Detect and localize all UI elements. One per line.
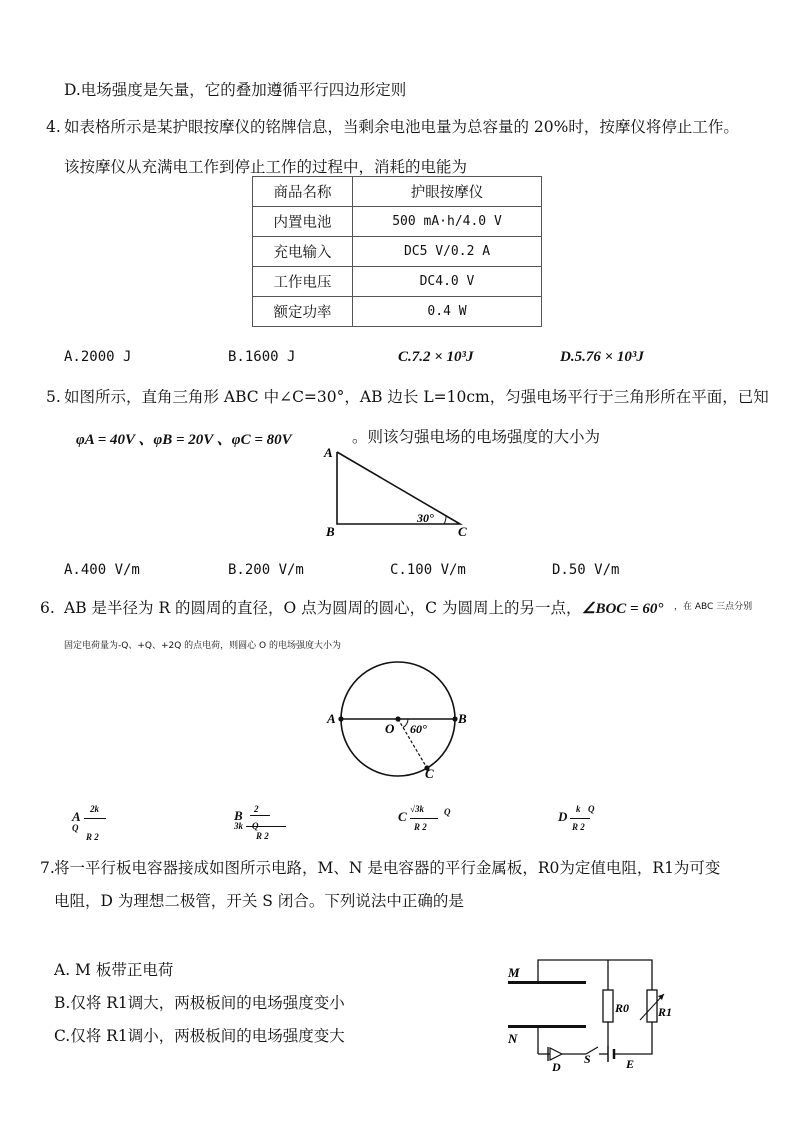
q6-stem-line1: AB 是半径为 R 的圆周的直径，O 点为圆周的圆心，C 为圆周上的另一点， bbox=[64, 599, 582, 617]
label-r1: R1 bbox=[658, 1005, 672, 1019]
option-denominator: R 2 bbox=[256, 831, 269, 841]
circuit-figure bbox=[500, 950, 672, 1072]
label-r0: R0 bbox=[615, 1001, 630, 1015]
fraction-bar bbox=[410, 818, 438, 819]
triangle-abc bbox=[337, 452, 460, 524]
triangle-figure bbox=[320, 444, 480, 544]
table-key: 充电输入 bbox=[253, 237, 353, 267]
option-letter: D bbox=[558, 809, 568, 824]
label-a: A bbox=[327, 711, 336, 726]
fraction-bar bbox=[250, 815, 270, 816]
q4-option-a: A.2000 J bbox=[64, 349, 132, 365]
q5-stem-line2: 。则该匀强电场的电场强度的大小为 bbox=[352, 428, 601, 446]
table-value: DC5 V/0.2 A bbox=[353, 237, 542, 267]
q4-option-d: D.5.76 × 10³J bbox=[560, 349, 644, 365]
q5-stem-line1: 如图所示，直角三角形 ABC 中∠C=30°，AB 边长 L=10cm，匀强电场平行于三角形所在平面，已知 bbox=[64, 388, 769, 406]
angle-label: 60° bbox=[410, 722, 427, 736]
resistor-r1 bbox=[647, 990, 657, 1022]
diode-symbol bbox=[550, 1048, 562, 1060]
q6-number: 6. bbox=[40, 599, 55, 617]
q5-option-b: B.200 V/m bbox=[228, 562, 304, 578]
label-b: B bbox=[326, 524, 335, 539]
table-row bbox=[253, 177, 542, 207]
q6-option-a bbox=[72, 804, 132, 844]
q3-option-d: D.电场强度是矢量，它的叠加遵循平行四边形定则 bbox=[64, 81, 407, 99]
table-value: 0.4 W bbox=[353, 297, 542, 327]
table-key: 工作电压 bbox=[253, 267, 353, 297]
q7-option-a: A. M 板带正电荷 bbox=[54, 961, 174, 979]
q4-stem-line1: 如表格所示是某护眼按摩仪的铭牌信息，当剩余电池电量为总容量的 20%时，按摩仪将停止工作。 bbox=[64, 118, 739, 136]
table-key: 额定功率 bbox=[253, 297, 353, 327]
label-o: O bbox=[385, 721, 395, 736]
table-value: 护眼按摩仪 bbox=[353, 177, 542, 207]
fraction-bar bbox=[570, 818, 590, 819]
label-e: E bbox=[626, 1057, 635, 1071]
option-denominator: R 2 bbox=[572, 822, 585, 832]
q4-option-c: C.7.2 × 10³J bbox=[398, 349, 474, 365]
table-row bbox=[253, 207, 542, 237]
nameplate-table bbox=[252, 176, 542, 327]
plate-n bbox=[508, 1025, 586, 1028]
table-row bbox=[253, 297, 542, 327]
table-value: DC4.0 V bbox=[353, 267, 542, 297]
table-key: 内置电池 bbox=[253, 207, 353, 237]
option-numerator: 2 bbox=[254, 804, 259, 814]
table-row bbox=[253, 267, 542, 297]
table-key: 商品名称 bbox=[253, 177, 353, 207]
q7-stem-line1: 将一平行板电容器接成如图所示电路，M、N 是电容器的平行金属板，R0为定值电阻，R1为可变 bbox=[54, 859, 721, 877]
q6-option-b bbox=[234, 804, 294, 844]
q6-angle: ∠BOC = 60° bbox=[582, 601, 664, 617]
q4-option-b: B.1600 J bbox=[228, 349, 296, 365]
q4-stem-line2: 该按摩仪从充满电工作到停止工作的过程中，消耗的电能为 bbox=[64, 158, 468, 176]
label-b: B bbox=[458, 711, 467, 726]
table-row bbox=[253, 237, 542, 267]
point-b bbox=[452, 716, 457, 721]
option-charge: Q bbox=[72, 823, 79, 833]
q7-option-c: C.仅将 R1调小，两极板间的电场强度变大 bbox=[54, 1027, 345, 1045]
angle-label: 30° bbox=[417, 511, 434, 525]
q6-option-d bbox=[558, 804, 618, 844]
option-denominator: R 2 bbox=[86, 832, 99, 842]
angle-arc bbox=[444, 516, 446, 524]
q5-number: 5. bbox=[46, 388, 61, 406]
option-letter: A bbox=[72, 809, 81, 824]
q4-number: 4. bbox=[46, 118, 61, 136]
fraction-bar bbox=[246, 826, 286, 827]
label-s: S bbox=[584, 1052, 591, 1066]
q7-option-b: B.仅将 R1调大，两极板间的电场强度变小 bbox=[54, 994, 345, 1012]
label-n: N bbox=[508, 1031, 518, 1046]
option-numerator: √3k bbox=[410, 804, 424, 814]
q7-number: 7. bbox=[40, 859, 55, 877]
option-denominator: R 2 bbox=[414, 822, 427, 832]
angle-arc bbox=[403, 719, 408, 728]
point-a bbox=[338, 716, 343, 721]
resistor-r0 bbox=[603, 990, 613, 1022]
label-c: C bbox=[425, 766, 434, 781]
q5-option-c: C.100 V/m bbox=[390, 562, 466, 578]
q5-option-a: A.400 V/m bbox=[64, 562, 140, 578]
fraction-bar bbox=[84, 818, 106, 819]
plate-m bbox=[508, 981, 586, 984]
label-m: M bbox=[508, 965, 520, 980]
q7-stem-line2: 电阻，D 为理想二极管，开关 S 闭合。下列说法中正确的是 bbox=[54, 892, 464, 910]
q5-option-d: D.50 V/m bbox=[552, 562, 620, 578]
option-numerator: 2k bbox=[90, 804, 99, 814]
q6-option-c bbox=[398, 804, 468, 844]
q6-stem-tail: ，在 ABC 三点分别 bbox=[674, 602, 753, 612]
wire-top bbox=[538, 960, 652, 1054]
option-letter: B bbox=[234, 808, 243, 823]
option-letter: C bbox=[398, 809, 407, 824]
option-charge: Q bbox=[588, 804, 595, 814]
point-o bbox=[395, 716, 400, 721]
option-charge: Q bbox=[444, 807, 451, 817]
option-coefficient: 3k bbox=[234, 821, 243, 831]
option-charge: Q bbox=[252, 821, 259, 831]
circle-figure bbox=[322, 655, 472, 785]
table-value: 500 mA·h/4.0 V bbox=[353, 207, 542, 237]
label-a: A bbox=[324, 445, 333, 460]
label-c: C bbox=[458, 524, 467, 539]
option-numerator: k bbox=[576, 804, 581, 814]
label-d: D bbox=[552, 1060, 561, 1072]
q6-stem-line2: 固定电荷量为-Q、+Q、+2Q 的点电荷，则圆心 O 的电场强度大小为 bbox=[64, 641, 341, 651]
q5-potentials: φA = 40V 、φB = 20V 、φC = 80V bbox=[76, 432, 292, 448]
